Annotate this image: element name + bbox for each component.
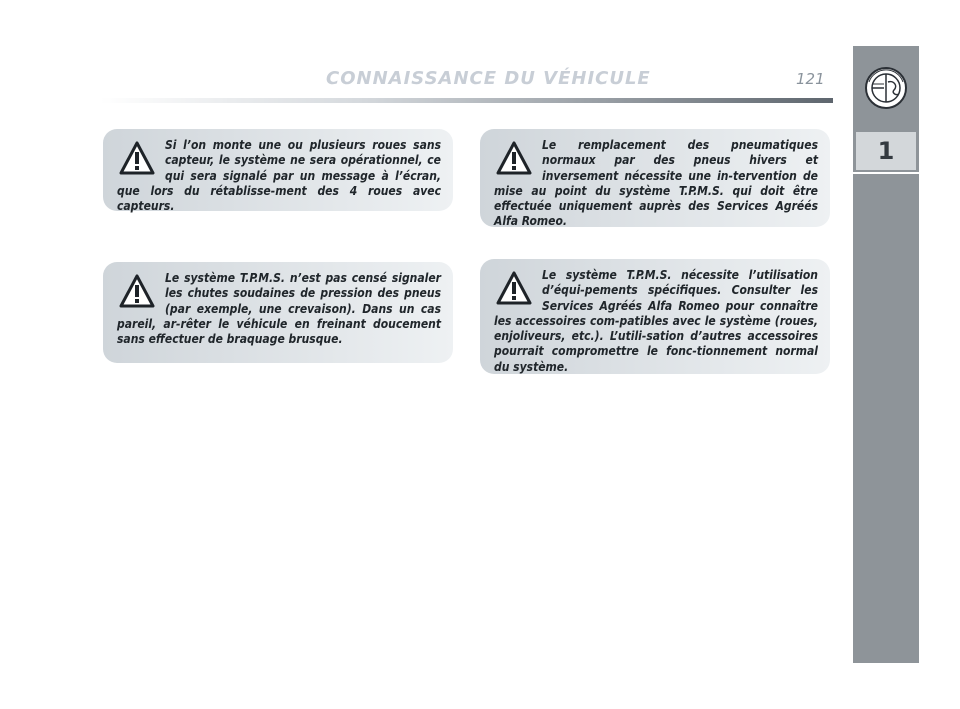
brand-logo: [853, 46, 919, 130]
warning-triangle-icon: [119, 274, 155, 308]
warning-box: [480, 259, 830, 374]
warning-text: Le système T.P.M.S. n’est pas censé signaler les chutes soudaines de pression des pneus (par exemple, une crevaison). Dans un cas pareil, ar-rêter le véhicule en freinant doucement sans effectuer de braquage brusque.: [117, 271, 441, 347]
warning-box: [103, 129, 453, 214]
warning-text: Si l’on monte une ou plusieurs roues sans capteur, le système ne sera opérationnel, ce qui sera signalé par un message à l’écran, que lors du rétablisse-ment des 4 roues avec capteurs.: [117, 138, 441, 214]
section-title: CONNAISSANCE DU VÉHICULE: [326, 68, 651, 89]
alfa-romeo-logo-icon: [864, 66, 908, 110]
header-divider: [100, 98, 833, 103]
warning-box: [480, 129, 830, 227]
warning-text: Le système T.P.M.S. nécessite l’utilisation d’équi-pements spécifiques. Consulter les Services Agréés Alfa Romeo pour connaître les accessoires com-patibles avec le système (roues, enjoliveurs, etc.). L’utili-sation d’autres accessoires pourrait compromettre le fonc-tionnement normal du système.: [494, 268, 818, 374]
warning-triangle-icon: [496, 141, 532, 175]
warning-triangle-icon: [496, 271, 532, 305]
chapter-number: 1: [877, 137, 895, 165]
sidebar-divider: [853, 172, 919, 174]
warning-text: Le remplacement des pneumatiques normaux par des pneus hivers et inversement nécessite une in-tervention de mise au point du système T.P.M.S. qui doit être effectuée uniquement auprès des Services Agréés Alfa Romeo.: [494, 138, 818, 229]
page-number: 121: [796, 70, 825, 88]
warning-triangle-icon: [119, 141, 155, 175]
warning-box: [103, 262, 453, 363]
chapter-tab: [856, 132, 916, 170]
